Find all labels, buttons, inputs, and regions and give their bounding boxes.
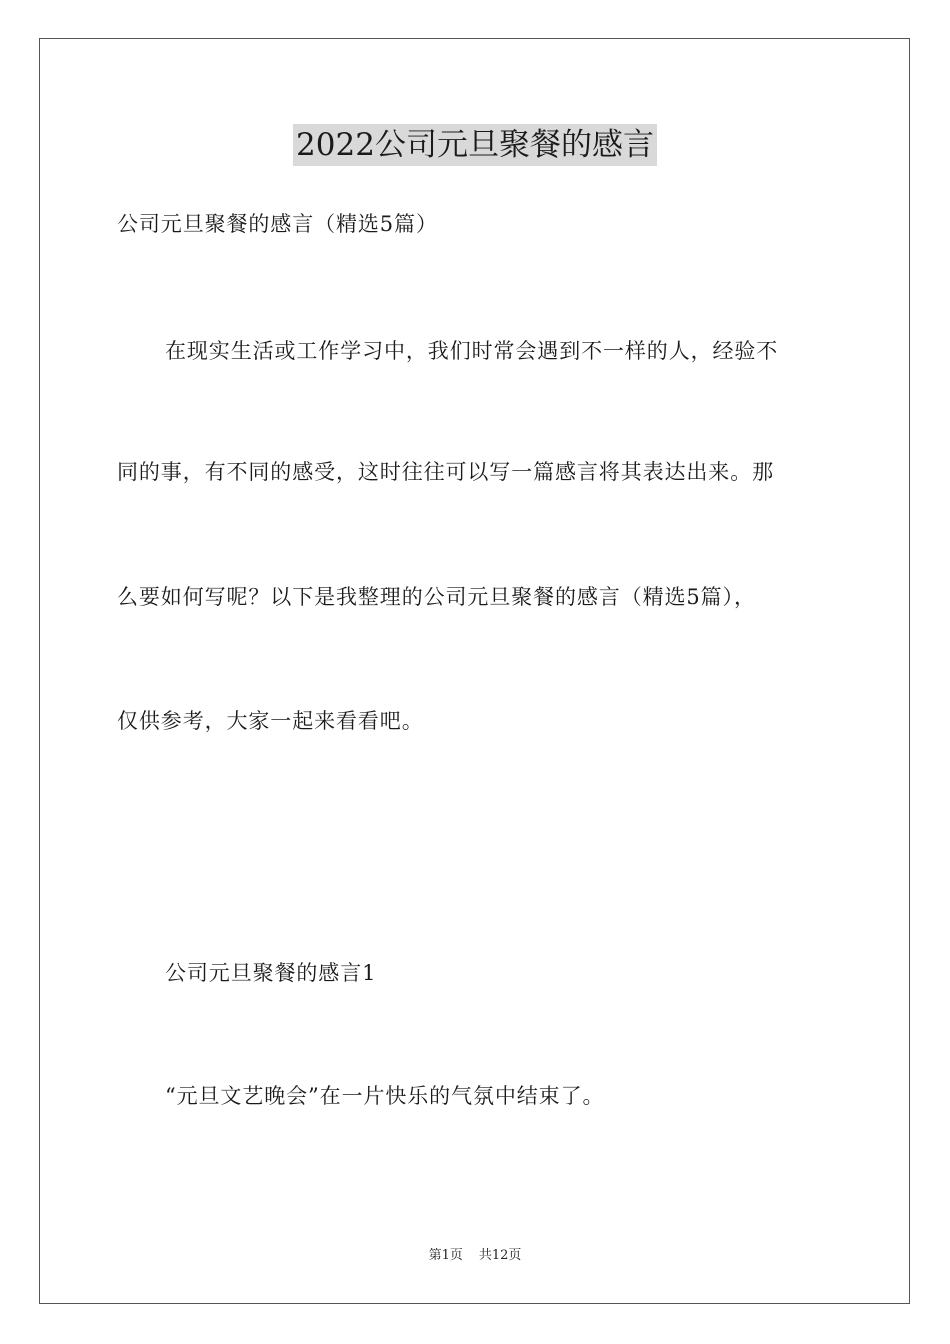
intro-line-3: 么要如何写呢？以下是我整理的公司元旦聚餐的感言（精选5篇），: [117, 585, 756, 609]
document-title: 2022公司元旦聚餐的感言: [293, 124, 657, 166]
page-number: 第1页: [428, 1248, 463, 1263]
title-container: [0, 124, 950, 166]
document-subtitle: 公司元旦聚餐的感言（精选5篇）: [117, 212, 438, 236]
intro-line-2: 同的事，有不同的感受，这时往往可以写一篇感言将其表达出来。那: [117, 460, 774, 484]
section-heading: 公司元旦聚餐的感言1: [165, 961, 377, 985]
intro-line-1: 在现实生活或工作学习中，我们时常会遇到不一样的人，经验不: [165, 339, 779, 363]
page-total: 共12页: [478, 1248, 522, 1263]
section-first-line: “元旦文艺晚会”在一片快乐的气氛中结束了。: [165, 1084, 605, 1108]
page-footer: [0, 1247, 950, 1265]
intro-line-4: 仅供参考，大家一起来看看吧。: [117, 709, 424, 733]
